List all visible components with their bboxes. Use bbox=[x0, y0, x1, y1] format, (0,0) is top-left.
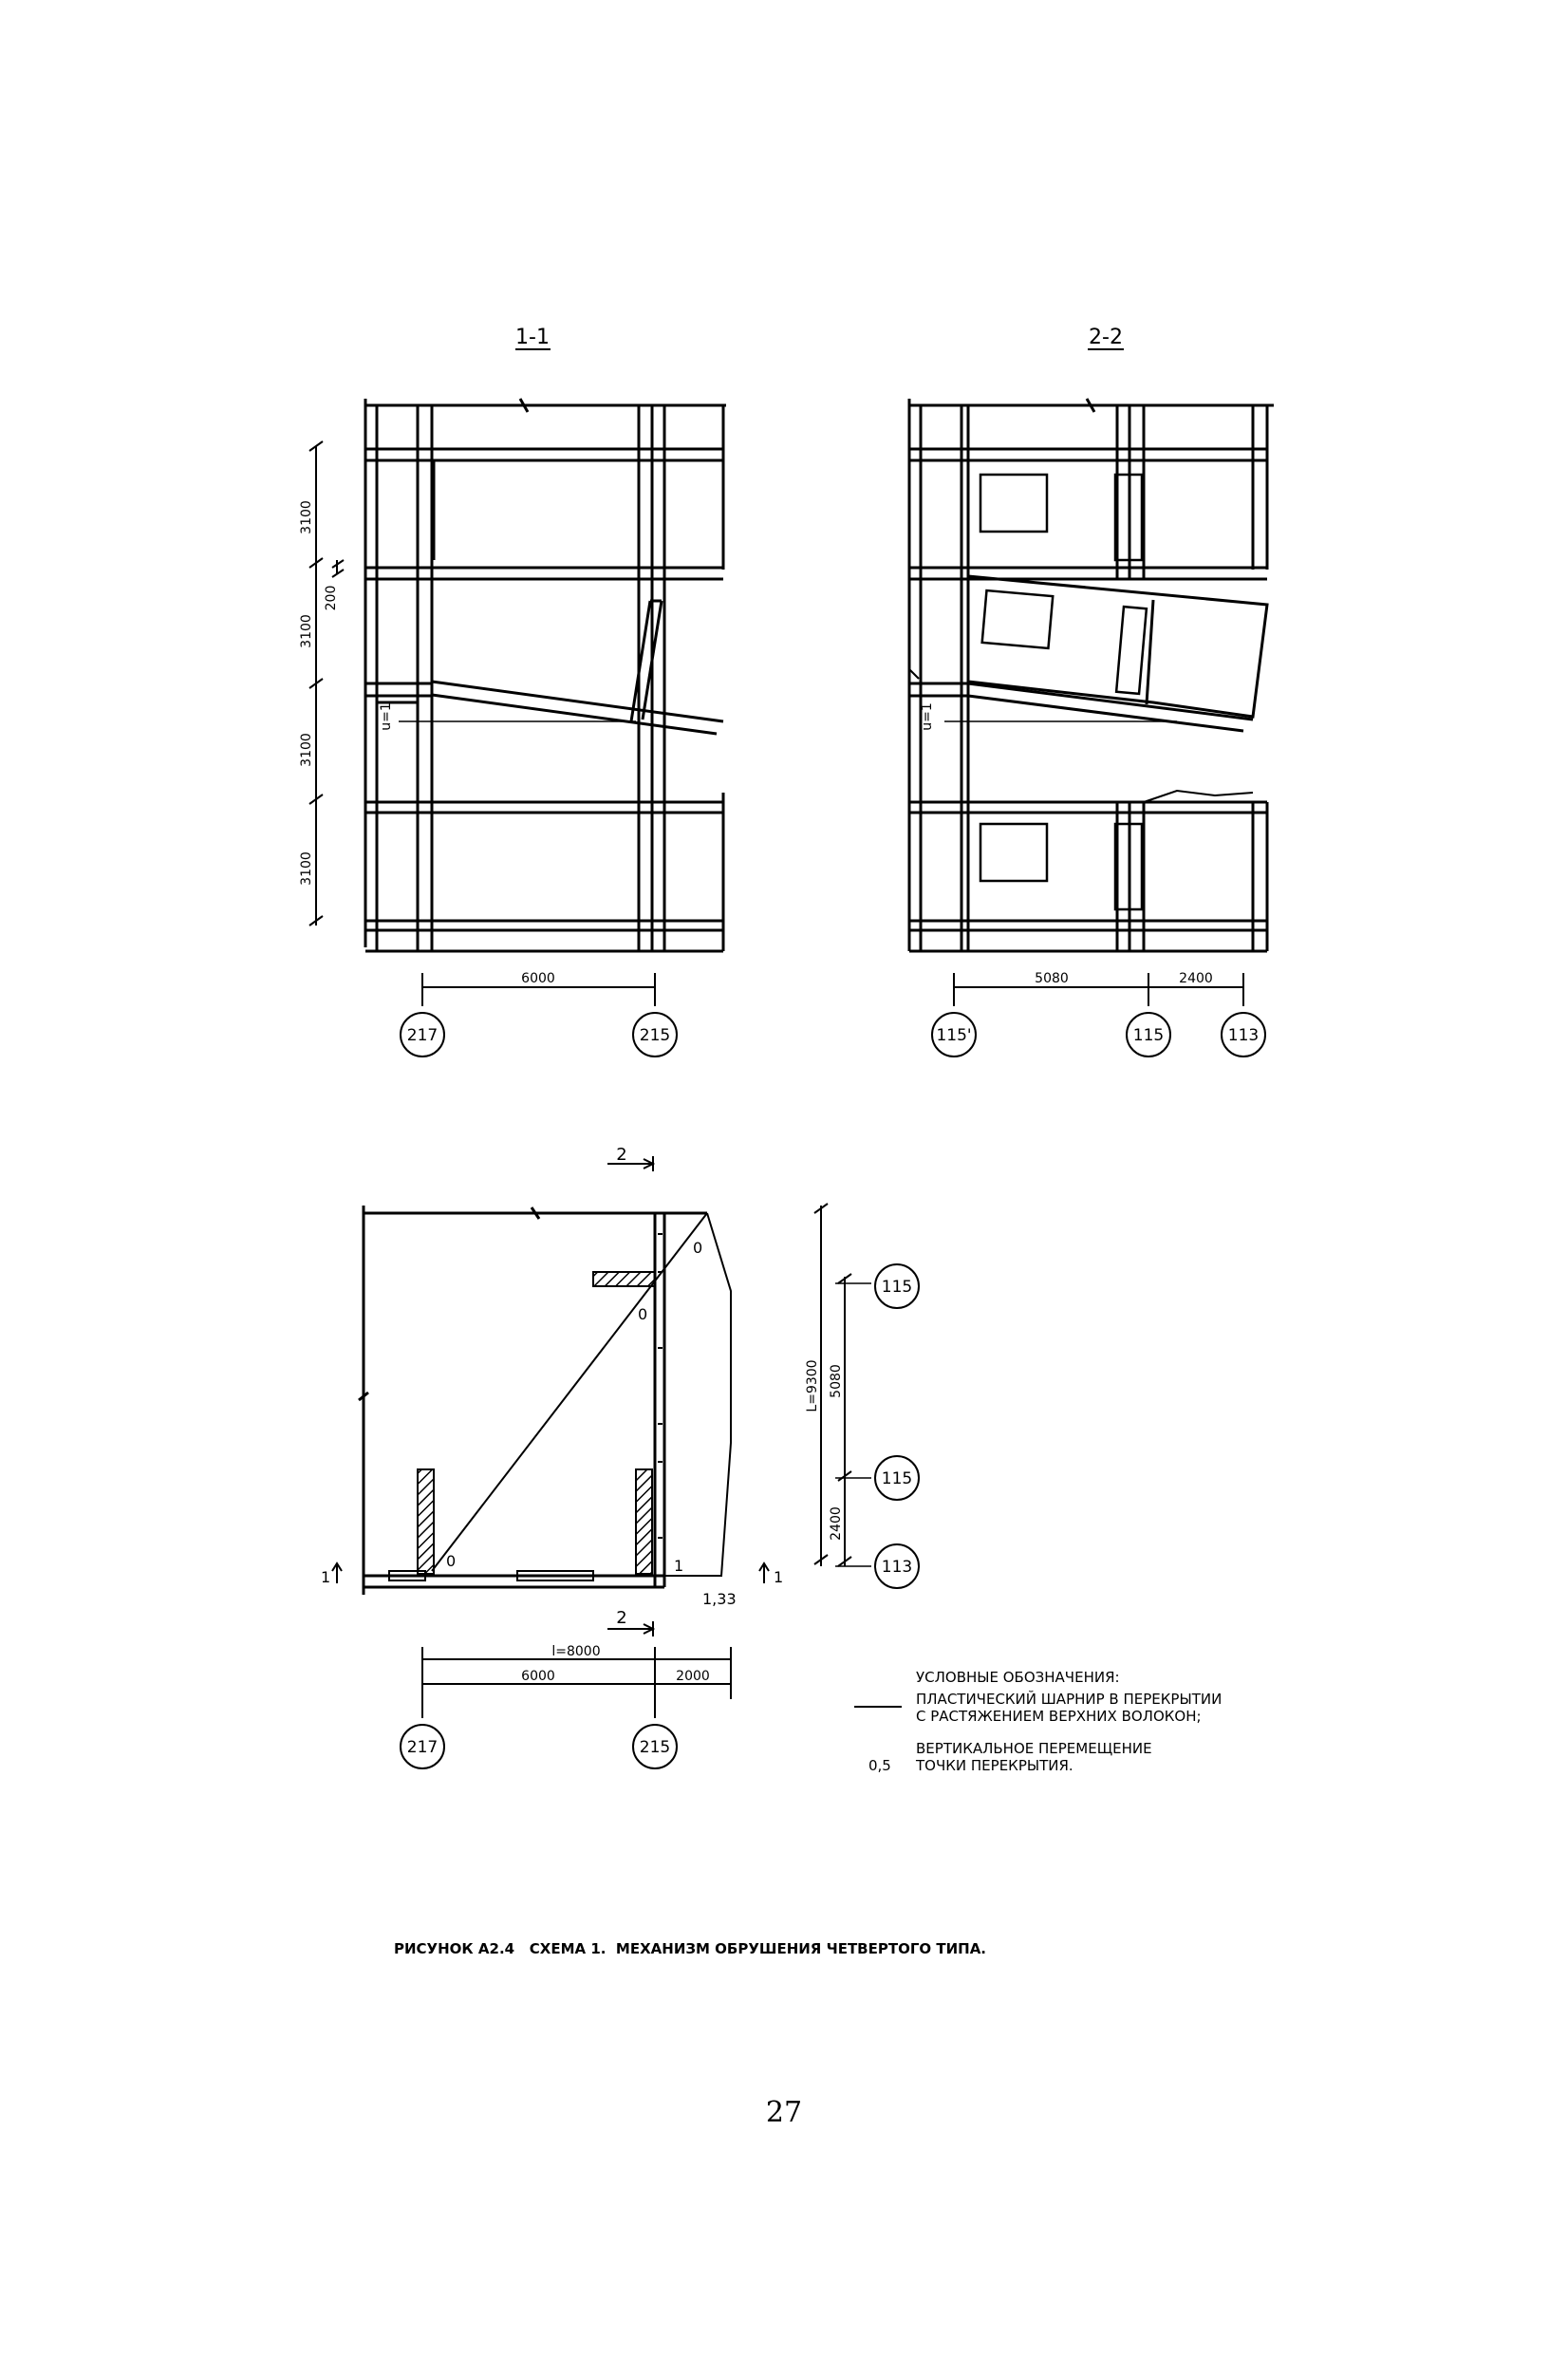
plan-axis-115-a: 115 bbox=[881, 1278, 913, 1297]
point-1: 1 bbox=[674, 1557, 684, 1575]
span-6000: 6000 bbox=[521, 971, 555, 986]
legend-hinge-line1: ПЛАСТИЧЕСКИЙ ШАРНИР В ПЕРЕКРЫТИИ bbox=[916, 1691, 1223, 1708]
plan-side-2400: 2400 bbox=[829, 1506, 844, 1541]
cut-mark-1-right: 1 bbox=[774, 1568, 784, 1586]
section-2-2-frame bbox=[909, 399, 1274, 1006]
point-0-a: 0 bbox=[693, 1239, 703, 1257]
span-5080: 5080 bbox=[1035, 971, 1069, 986]
total-span: l=8000 bbox=[551, 1644, 601, 1659]
legend-title: УСЛОВНЫЕ ОБОЗНАЧЕНИЯ: bbox=[916, 1669, 1120, 1686]
section-2-2-dims bbox=[920, 702, 1213, 986]
section-2-2-title: 2-2 bbox=[1089, 326, 1123, 349]
axis-115-prime: 115' bbox=[936, 1026, 972, 1045]
legend bbox=[854, 1669, 1222, 1774]
plan-span-6000: 6000 bbox=[521, 1669, 555, 1684]
dim-200: 200 bbox=[324, 585, 339, 611]
floor-plan bbox=[321, 1145, 919, 1768]
axis-115: 115 bbox=[1132, 1026, 1165, 1045]
legend-disp-line1: ВЕРТИКАЛЬНОЕ ПЕРЕМЕЩЕНИЕ bbox=[916, 1740, 1152, 1757]
deflection-label-1: u=1 bbox=[379, 702, 394, 731]
axis-217: 217 bbox=[406, 1026, 439, 1045]
deflection-label-2: u=1 bbox=[920, 702, 935, 731]
section-1-1-frame bbox=[309, 399, 726, 1006]
axis-markers-1 bbox=[401, 1013, 677, 1057]
axis-113: 113 bbox=[1227, 1026, 1260, 1045]
point-0-b: 0 bbox=[638, 1305, 648, 1323]
wall-hatched-left bbox=[418, 1469, 434, 1574]
section-1-1 bbox=[299, 326, 726, 1057]
legend-hinge-line2: С РАСТЯЖЕНИЕМ ВЕРХНИХ ВОЛОКОН; bbox=[916, 1708, 1202, 1725]
dim-3100-c: 3100 bbox=[299, 733, 314, 767]
span-2400: 2400 bbox=[1179, 971, 1213, 986]
plan-axis-115-b: 115 bbox=[881, 1469, 913, 1488]
axis-markers-2 bbox=[932, 1013, 1265, 1057]
legend-disp-line2: ТОЧКИ ПЕРЕКРЫТИЯ. bbox=[916, 1757, 1073, 1774]
corner-value: 1,33 bbox=[702, 1590, 737, 1608]
plan-labels bbox=[446, 1239, 844, 1684]
plan-axis-113: 113 bbox=[881, 1558, 913, 1577]
plan-axis-217: 217 bbox=[406, 1738, 439, 1757]
plan-side-5080: 5080 bbox=[829, 1364, 844, 1398]
cut-mark-1-left: 1 bbox=[321, 1568, 331, 1586]
plan-length: L=9300 bbox=[805, 1359, 820, 1412]
page-number: 27 bbox=[765, 2096, 803, 2129]
wall-hatched-right bbox=[636, 1469, 652, 1574]
plan-span-2000: 2000 bbox=[676, 1669, 710, 1684]
dim-3100-a: 3100 bbox=[299, 500, 314, 534]
figure-caption: РИСУНОК А2.4 СХЕМА 1. МЕХАНИЗМ ОБРУШЕНИЯ ЧЕТВЕРТОГО ТИПА. bbox=[394, 1940, 987, 1957]
section-2-2 bbox=[909, 326, 1274, 1057]
axis-215: 215 bbox=[639, 1026, 671, 1045]
legend-disp-value: 0,5 bbox=[868, 1757, 891, 1774]
section-1-1-title: 1-1 bbox=[515, 326, 550, 349]
dim-3100-d: 3100 bbox=[299, 851, 314, 886]
cut-mark-2-bottom: 2 bbox=[616, 1608, 627, 1628]
wall-hatched-top bbox=[593, 1272, 655, 1286]
plan-axis-215: 215 bbox=[639, 1738, 671, 1757]
point-0-c: 0 bbox=[446, 1552, 457, 1570]
dim-3100-b: 3100 bbox=[299, 614, 314, 648]
cut-mark-2-top: 2 bbox=[616, 1145, 627, 1165]
